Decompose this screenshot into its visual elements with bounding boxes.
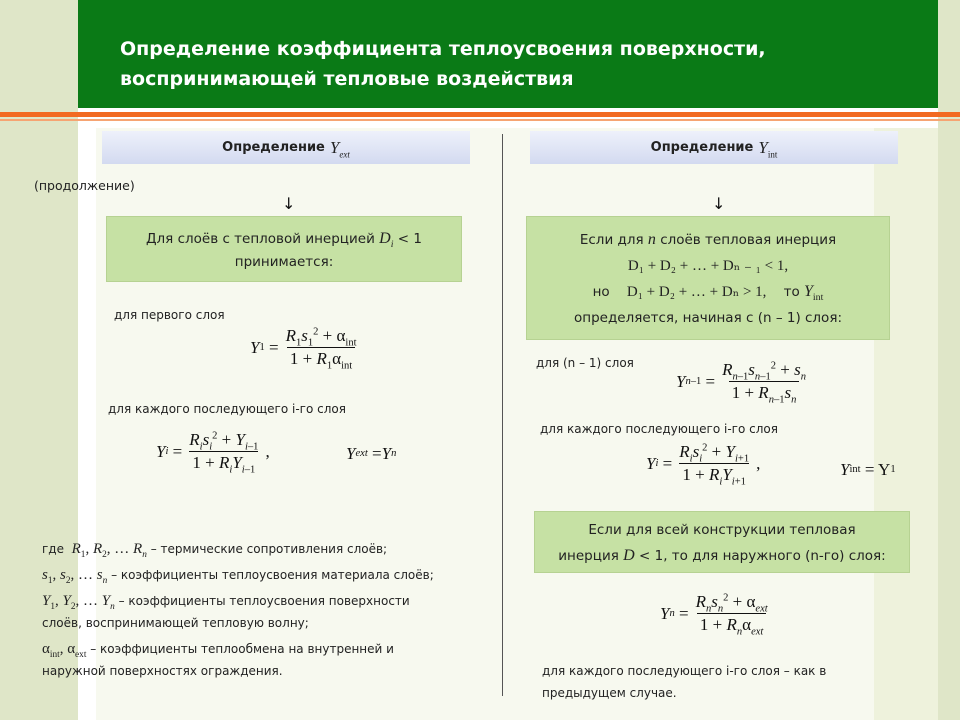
right-box2-line1: Если для всей конструкции тепловая — [588, 522, 856, 538]
down-arrow-icon: ↓ — [282, 194, 296, 213]
formula-yn: Y n = $\frac{R_ns_n^2 + \alpha_{ext}}{1 + R_n\alpha_{ext}}$ — [660, 592, 768, 638]
left-condition-box: Для слоёв с тепловой инерцией $D_i < 1$ принимается: — [106, 216, 462, 282]
left-section-header — [102, 131, 470, 164]
left-header-var: $Y_{ext}$ — [329, 137, 350, 159]
formula-yext: Y ext = Y n — [346, 444, 397, 463]
formula-yint: Y int = Y 1 — [840, 460, 896, 479]
formula-yn-1: Y n–1 = $\frac{R_{n-1}s_{n-1}^2 + s_n}{1 + R_{n-1}s_n}$ — [676, 360, 806, 406]
note-line6: наружной поверхностях ограждения. — [42, 664, 283, 678]
note-line5: $\alpha_{int}$, $\alpha_{ext}$ – коэффициенты теплообмена на внутренней и — [42, 641, 394, 660]
right-section-header — [530, 131, 898, 164]
down-arrow-icon-right: ↓ — [712, 194, 726, 213]
each-next-layer-caption-left: для каждого последующего i-го слоя — [108, 402, 346, 416]
formula-yi-right: Y i = $\frac{R_is_i^2 + Y_{i+1}}{1 + R_iY_{i+1}}$ , — [646, 442, 761, 488]
page-title-line1: Определение коэффициента теплоусвоения поверхности, — [120, 38, 766, 60]
right-whole-construction-box: Если для всей конструкции тепловая инерция D < 1, то для наружного (n-го) слоя: — [534, 511, 910, 573]
final-caption: для каждого последующего i-го слоя – как в предыдущем случае. — [542, 664, 827, 700]
column-divider — [502, 134, 503, 696]
right-box-line4: определяется, начиная с (n – 1) слоя: — [573, 310, 842, 326]
each-next-layer-caption-right: для каждого последующего i-го слоя — [540, 422, 778, 436]
formula-yi-left: Y i = $\frac{R_is_i^2 + Y_{i-1}}{1 + R_iY_{i-1}}$ , — [156, 430, 270, 476]
note-line2: $s_1$, $s_2$, … $s_n$ – коэффициенты теплоусвоения материала слоёв; — [42, 567, 434, 586]
formula-y1: Y 1 = $\frac{R_1s_1^2 + \alpha_{int}}{1 + R_1\alpha_{int}}$ — [250, 326, 357, 372]
left-header-label: Определение — [222, 140, 325, 155]
left-box-line2: принимается: — [234, 254, 334, 270]
right-decor-strip — [938, 0, 960, 720]
note-line3: $Y_1$, $Y_2$, … $Y_n$ – коэффициенты теплоусвоения поверхности — [42, 593, 410, 612]
n1-layer-caption: для (n – 1) слоя — [536, 356, 634, 370]
right-box-line2: D₁ + D₂ + … + Dₙ ₋ ₁ < 1, — [627, 258, 789, 274]
page-title-line2: воспринимающей тепловые воздействия — [120, 68, 574, 90]
note-line4: слоёв, воспринимающей тепловую волну; — [42, 616, 309, 630]
right-header-var: $Y_{int}$ — [758, 137, 778, 159]
page-title — [120, 34, 920, 94]
accent-line — [0, 112, 960, 117]
accent-line-thin — [0, 119, 960, 121]
left-box-text: Для слоёв с тепловой инерцией — [146, 231, 375, 247]
right-header-label: Определение — [650, 140, 754, 155]
note-line1: где $R_1$, $R_2$, … $R_n$ – термические сопротивления слоёв; — [42, 541, 388, 560]
right-condition-box: Если для n слоёв тепловая инерция D₁ + D₂ + … + Dₙ ₋ ₁ < 1, но D₁ + D₂ + … + Dₙ > 1, то $Y_{int}$ определяется, начиная с (n – 1) слоя: — [526, 216, 890, 340]
first-layer-caption: для первого слоя — [114, 308, 225, 322]
notes-block — [42, 540, 434, 680]
continuation-label: (продолжение) — [34, 178, 135, 193]
